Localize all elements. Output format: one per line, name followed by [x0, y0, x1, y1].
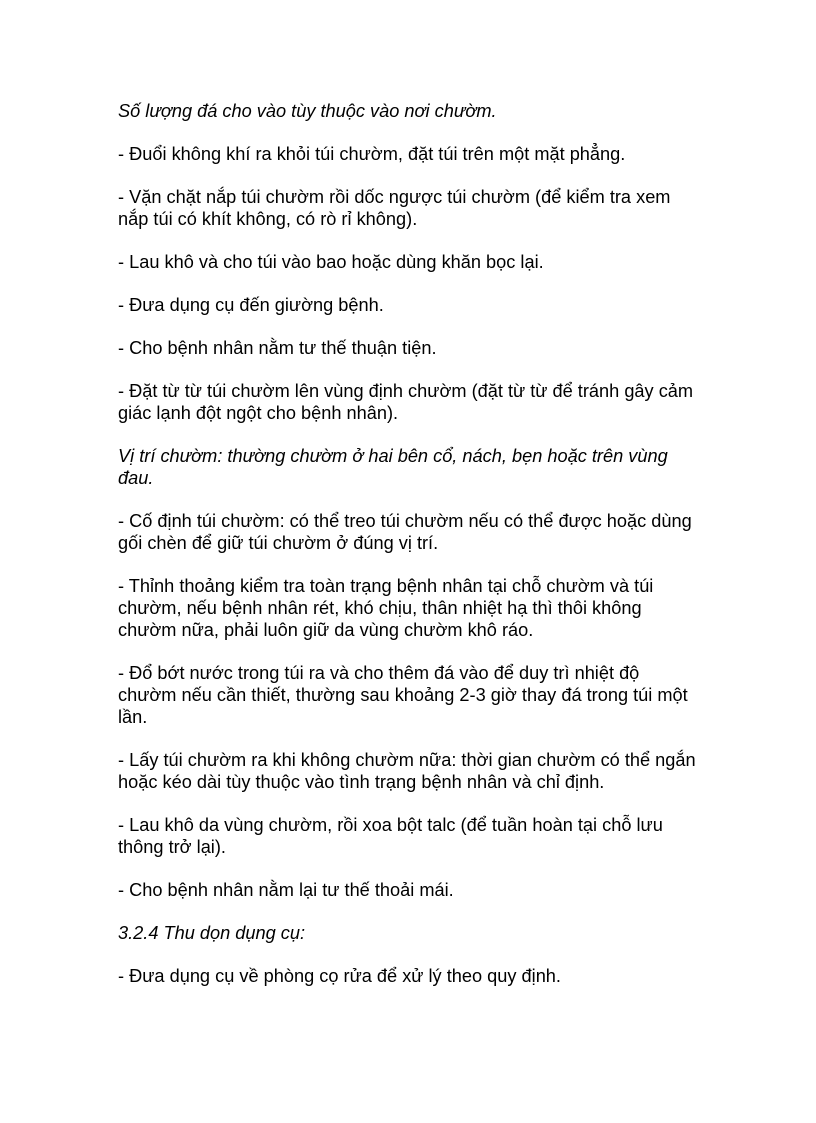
- section-heading-cleanup: 3.2.4 Thu dọn dụng cụ:: [118, 923, 306, 943]
- paragraph-tighten-cap: - Vặn chặt nắp túi chườm rồi dốc ngược túi chườm (để kiểm tra xem nắp túi có khít không, có rò rỉ không).: [118, 187, 671, 229]
- paragraph-check-patient: - Thỉnh thoảng kiểm tra toàn trạng bệnh nhân tại chỗ chườm và túi chườm, nếu bệnh nhân rét, khó chịu, thân nhiệt hạ thì thôi không chườm nữa, phải luôn giữ da vùng chườm khô ráo.: [118, 576, 654, 640]
- paragraph-ice-amount: Số lượng đá cho vào tùy thuộc vào nơi chườm.: [118, 101, 497, 121]
- paragraph-comfort-position: - Cho bệnh nhân nằm lại tư thế thoải mái.: [118, 880, 454, 900]
- paragraph-place-bag: - Đặt từ từ túi chườm lên vùng định chườm (đặt từ từ để tránh gây cảm giác lạnh đột ngột cho bệnh nhân).: [118, 381, 694, 423]
- paragraph-remove-bag: - Lấy túi chườm ra khi không chườm nữa: thời gian chườm có thể ngắn hoặc kéo dài tùy thuộc vào tình trạng bệnh nhân và chỉ định.: [118, 750, 696, 792]
- paragraph-bring-tools: - Đưa dụng cụ đến giường bệnh.: [118, 295, 384, 315]
- paragraph-refill-ice: - Đổ bớt nước trong túi ra và cho thêm đá vào để duy trì nhiệt độ chườm nếu cần thiết, thường sau khoảng 2-3 giờ thay đá trong túi một lần.: [118, 663, 688, 727]
- document-page: [118, 100, 698, 1008]
- paragraph-return-tools: - Đưa dụng cụ về phòng cọ rửa để xử lý theo quy định.: [118, 966, 561, 986]
- paragraph-patient-position: - Cho bệnh nhân nằm tư thế thuận tiện.: [118, 338, 437, 358]
- paragraph-fix-bag: - Cố định túi chườm: có thể treo túi chườm nếu có thể được hoặc dùng gối chèn để giữ túi chườm ở đúng vị trí.: [118, 511, 692, 553]
- paragraph-compress-location: Vị trí chườm: thường chườm ở hai bên cổ, nách, bẹn hoặc trên vùng đau.: [118, 446, 668, 488]
- paragraph-dry-skin: - Lau khô da vùng chườm, rồi xoa bột talc (để tuần hoàn tại chỗ lưu thông trở lại).: [118, 815, 663, 857]
- paragraph-dry-wrap: - Lau khô và cho túi vào bao hoặc dùng khăn bọc lại.: [118, 252, 544, 272]
- paragraph-expel-air: - Đuổi không khí ra khỏi túi chườm, đặt túi trên một mặt phẳng.: [118, 144, 626, 164]
